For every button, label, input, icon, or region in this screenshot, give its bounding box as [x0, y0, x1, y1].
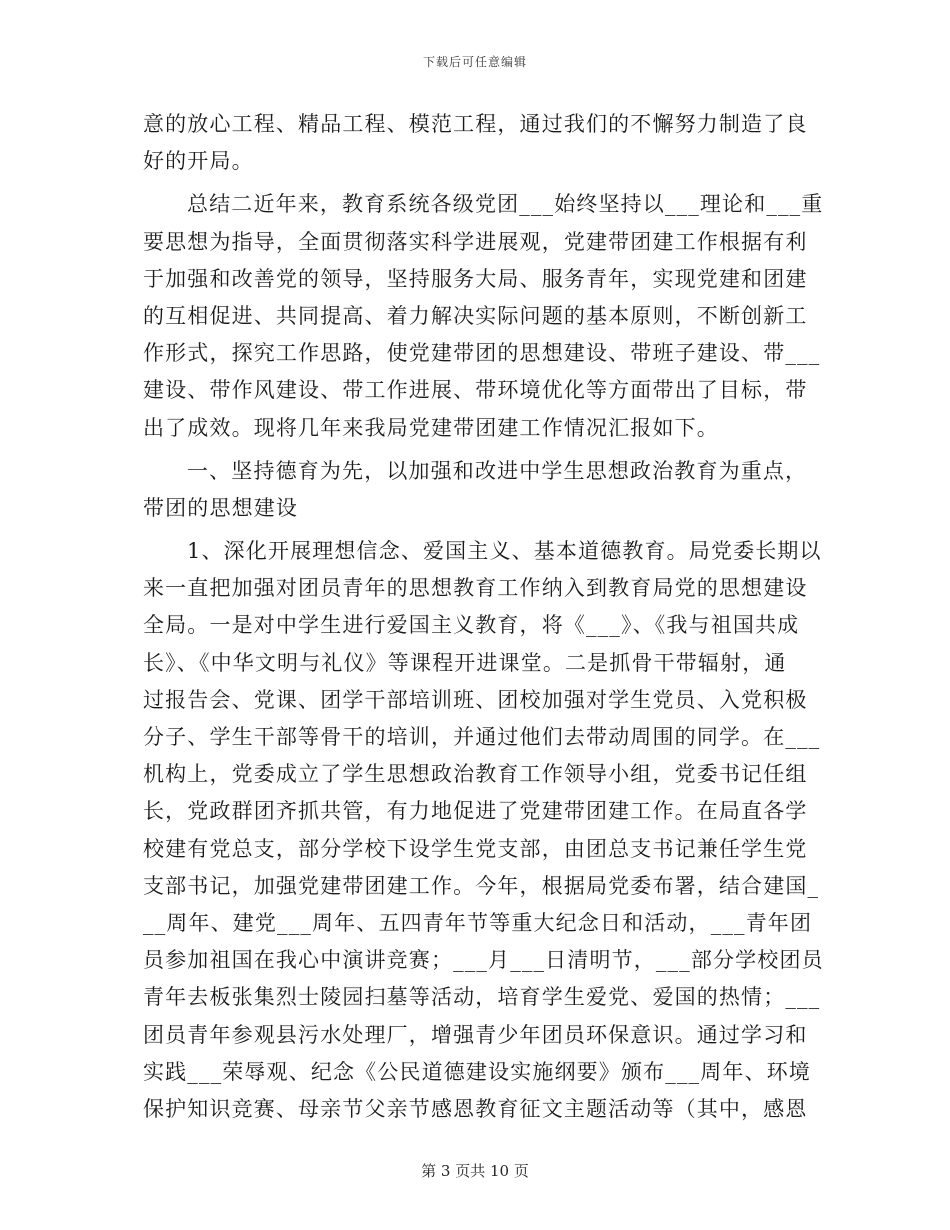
text-line: 的互相促进、共同提高、着力解决实际问题的基本原则，不断创新工: [143, 303, 808, 328]
text-line: 总结二近年来，教育系统各级党团___始终坚持以___理论和___重: [187, 192, 824, 217]
section-heading: [143, 453, 808, 527]
text-line: 团员青年参观县污水处理厂，增强青少年团员环保意识。通过学习和: [143, 1022, 808, 1047]
text-line: 实践___荣辱观、纪念《公民道德建设实施纲要》颁布___周年、环境: [143, 1059, 811, 1084]
text-line: 保护知识竞赛、母亲节父亲节感恩教育征文主题活动等（其中，感恩: [143, 1096, 808, 1121]
document-body: [143, 106, 824, 1128]
text-line: 机构上，党委成立了学生思想政治教育工作领导小组，党委书记任组: [143, 762, 808, 787]
text-line: 校建有党总支，部分学校下设学生党支部，由团总支书记兼任学生党: [143, 836, 808, 861]
paragraph-summary: [143, 186, 824, 446]
text-line: 作形式，探究工作思路，使党建带团的思想建设、带班子建设、带___: [143, 341, 821, 366]
text-line: 员参加祖国在我心中演讲竞赛；___月___日清明节，___部分学校团员: [143, 948, 824, 973]
page-number: 第 3 页共 10 页: [421, 1162, 529, 1180]
text-line: 全局。一是对中学生进行爱国主义教育，将《___》、《我与祖国共成: [143, 613, 800, 638]
text-line: 来一直把加强对团员青年的思想教育工作纳入到教育局党的思想建设: [143, 576, 808, 601]
text-line: 一、坚持德育为先，以加强和改进中学生思想政治教育为重点，: [187, 458, 808, 483]
text-line: 长》、《中华文明与礼仪》等课程开进课堂。二是抓骨干带辐射，通: [143, 650, 787, 675]
page-header: 下载后可任意编辑: [422, 55, 527, 69]
text-line: 意的放心工程、精品工程、模范工程，通过我们的不懈努力制造了良: [143, 112, 808, 136]
text-line: __周年、建党___周年、五四青年节等重大纪念日和活动，___青年团: [143, 910, 813, 935]
paragraph-item-1: [143, 533, 824, 1128]
text-line: 支部书记，加强党建带团建工作。今年，根据局党委布署，结合建国_: [143, 873, 820, 898]
text-line: 好的开局。: [143, 149, 254, 174]
text-line: 长，党政群团齐抓共管，有力地促进了党建带团建工作。在局直各学: [143, 799, 808, 824]
text-line: 建设、带作风建设、带工作进展、带环境优化等方面带出了目标，带: [143, 378, 808, 403]
text-line: 过报告会、党课、团学干部培训班、团校加强对学生党员、入党积极: [143, 687, 808, 712]
text-line: 于加强和改善党的领导，坚持服务大局、服务青年，实现党建和团建: [143, 266, 808, 291]
text-line: 分子、学生干部等骨干的培训，并通过他们去带动周围的同学。在___: [143, 725, 821, 749]
text-line: 带团的思想建设: [143, 495, 299, 520]
text-line: 要思想为指导，全面贯彻落实科学进展观，党建带团建工作根据有利: [143, 229, 808, 254]
paragraph-continuation: [143, 106, 808, 180]
text-line: 出了成效。现将几年来我局党建带团建工作情况汇报如下。: [143, 415, 719, 440]
text-line: 1、深化开展理想信念、爱国主义、基本道德教育。局党委长期以: [187, 539, 822, 564]
text-line: 青年去板张集烈士陵园扫墓等活动，培育学生爱党、爱国的热情；___: [143, 985, 821, 1010]
